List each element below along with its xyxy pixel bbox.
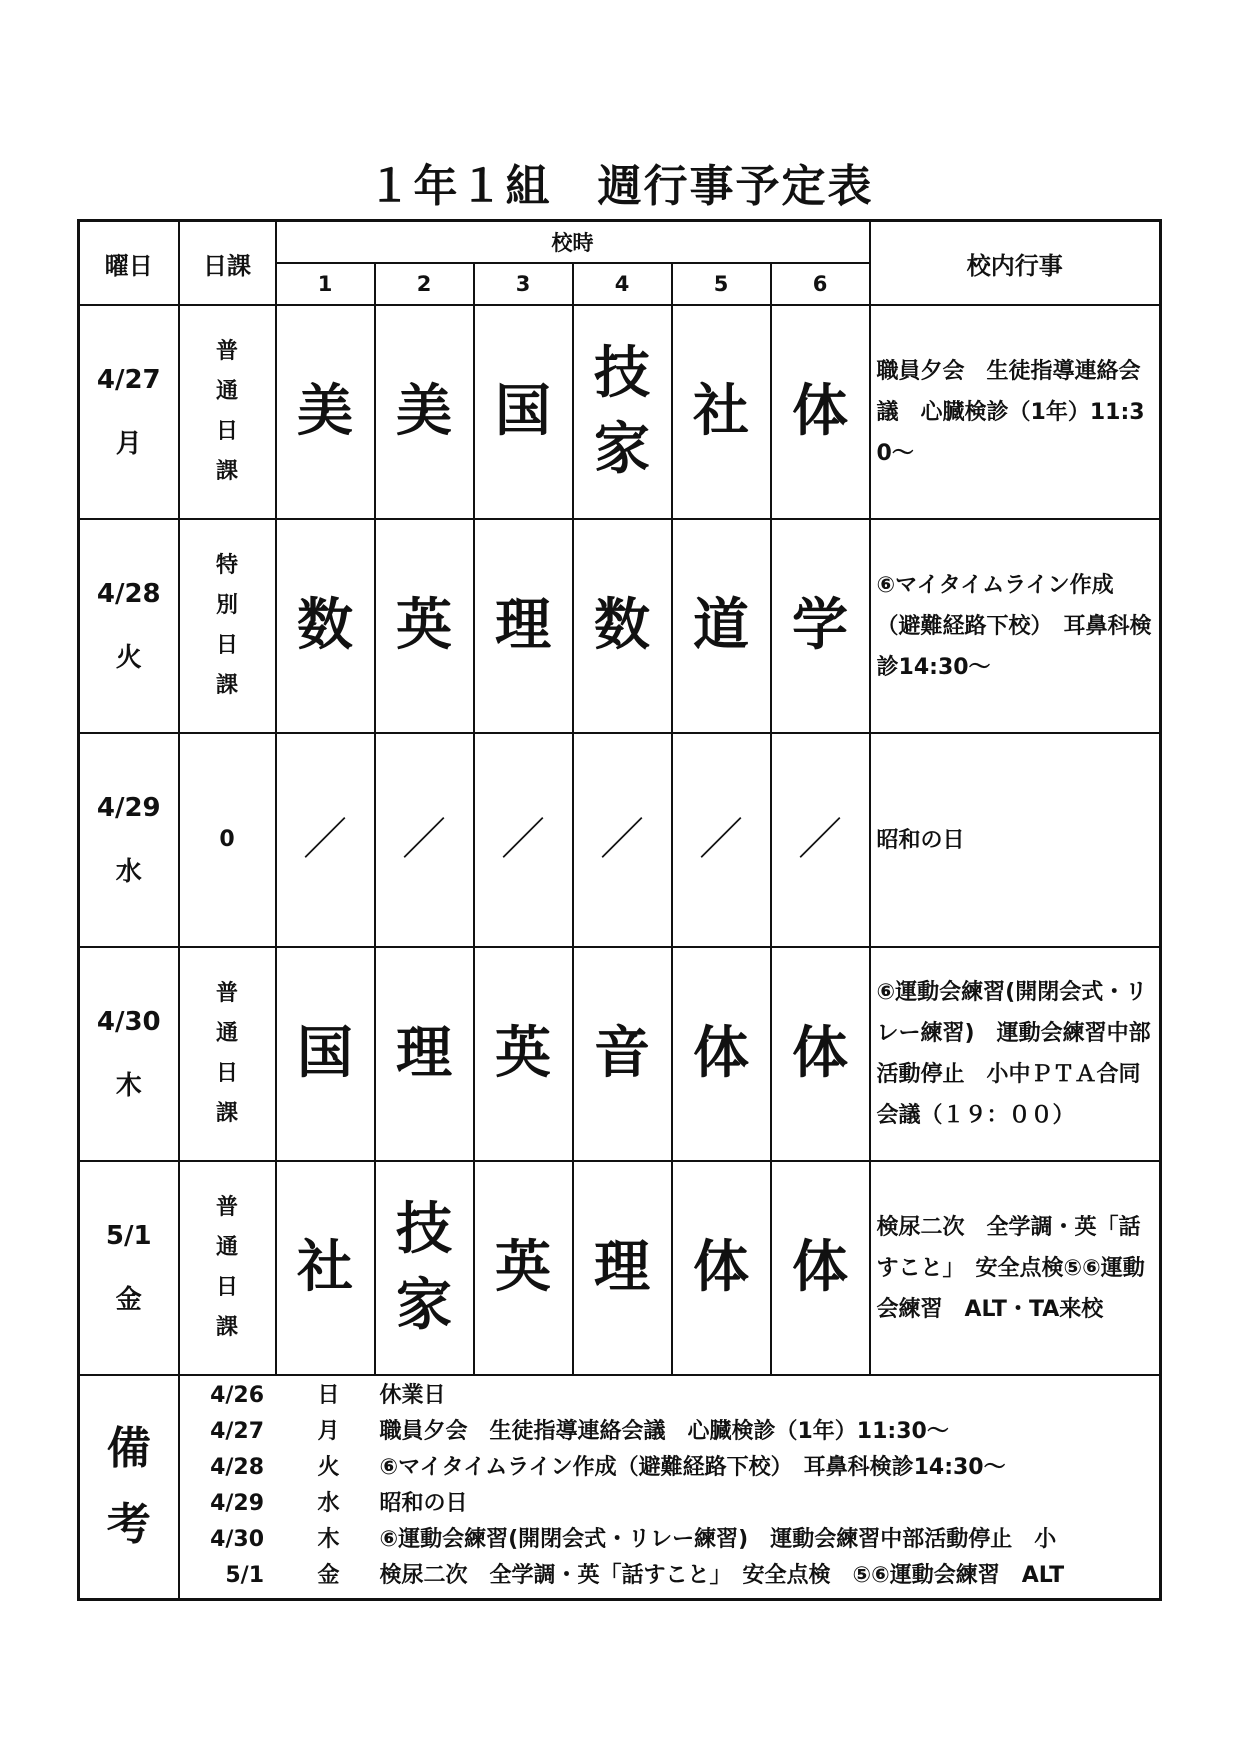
nikka-char: 0	[219, 827, 235, 852]
day-cell	[79, 519, 179, 733]
period-5-subject	[672, 733, 771, 947]
period-2-subject	[375, 1161, 474, 1375]
table-row	[79, 733, 1161, 947]
period-2-subject	[375, 733, 474, 947]
subject-char: 美	[396, 379, 452, 444]
subject-char: 体	[693, 1235, 749, 1300]
day-weekday: 金	[115, 1284, 142, 1315]
day-date: 4/27	[96, 364, 161, 395]
period-3-subject	[474, 1161, 573, 1375]
nikka-char: 課	[215, 673, 238, 698]
period-6-subject	[771, 519, 870, 733]
period-5-subject	[672, 305, 771, 519]
nikka-cell	[179, 305, 276, 519]
period-4-subject	[573, 519, 672, 733]
remarks-entry	[180, 1486, 1160, 1522]
subject-char: ／	[798, 814, 843, 865]
subject-char: 理	[396, 1021, 452, 1086]
nikka-char: 日	[215, 1275, 238, 1300]
remarks-entry	[180, 1414, 1160, 1450]
subject-char: 道	[693, 593, 749, 658]
school-events: 職員夕会 生徒指導連絡会議 心臓検診（1年）11:30～	[870, 305, 1161, 519]
remarks-text: ⑥マイタイムライン作成（避難経路下校） 耳鼻科検診14:30～	[379, 1455, 1006, 1480]
remarks-date: 4/26	[210, 1383, 265, 1408]
weekly-schedule-table	[77, 219, 1162, 1601]
school-events: ⑥運動会練習(開閉会式・リレー練習) 運動会練習中部活動停止 小中ＰＴＡ合同会議（１９：００）	[870, 947, 1161, 1161]
nikka-char: 日	[215, 419, 238, 444]
nikka-char: 課	[215, 1101, 238, 1126]
nikka-char: 課	[215, 1315, 238, 1340]
period-6-subject	[771, 733, 870, 947]
period-2-subject	[375, 519, 474, 733]
day-date: 4/28	[96, 578, 161, 609]
day-weekday: 月	[115, 428, 142, 459]
subject-char: ／	[600, 814, 644, 865]
subject-char: 理	[495, 593, 551, 658]
nikka-cell	[179, 1161, 276, 1375]
period-3-subject	[474, 305, 573, 519]
header-period-2: 2	[375, 263, 474, 305]
header-period-4: 4	[573, 263, 672, 305]
day-date: 4/30	[96, 1006, 161, 1037]
nikka-char: 特	[215, 553, 238, 578]
remarks-date: 4/27	[210, 1419, 265, 1444]
subject-char: 美	[297, 379, 353, 444]
remarks-label-char: 備	[106, 1423, 151, 1474]
header-period-5: 5	[672, 263, 771, 305]
subject-char: 家	[594, 417, 650, 482]
remarks-cell	[179, 1375, 1161, 1600]
remarks-date: 4/29	[210, 1491, 265, 1516]
subject-char: 数	[594, 593, 650, 658]
period-1-subject	[276, 305, 375, 519]
day-cell	[79, 305, 179, 519]
school-events: 検尿二次 全学調・英「話すこと」 安全点検⑤⑥運動会練習 ALT・TA来校	[870, 1161, 1161, 1375]
remarks-label-char: 考	[106, 1499, 151, 1550]
subject-char: 体	[792, 1021, 849, 1086]
period-5-subject	[672, 1161, 771, 1375]
nikka-cell	[179, 947, 276, 1161]
header-nikka: 日課	[179, 221, 276, 306]
subject-char: 体	[792, 379, 849, 444]
day-weekday: 木	[115, 1070, 142, 1101]
day-weekday: 水	[115, 856, 142, 887]
period-1-subject	[276, 947, 375, 1161]
period-4-subject	[573, 305, 672, 519]
subject-char: 社	[693, 379, 749, 444]
nikka-char: 別	[215, 593, 238, 618]
period-4-subject	[573, 947, 672, 1161]
nikka-char: 普	[215, 1195, 238, 1220]
day-cell	[79, 1161, 179, 1375]
subject-char: 英	[495, 1235, 551, 1300]
subject-char: 音	[594, 1021, 650, 1086]
remarks-weekday: 月	[317, 1419, 340, 1444]
subject-char: 数	[297, 593, 353, 658]
subject-char: ／	[699, 814, 743, 865]
table-row	[79, 1161, 1161, 1375]
remarks-date: 4/30	[210, 1527, 265, 1552]
remarks-entry	[180, 1450, 1160, 1486]
subject-char: 理	[594, 1235, 650, 1300]
remarks-date: 4/28	[210, 1455, 265, 1480]
nikka-char: 日	[215, 1061, 238, 1086]
remarks-weekday: 木	[317, 1527, 340, 1552]
day-weekday: 火	[115, 642, 142, 673]
subject-char: 技	[594, 341, 650, 406]
nikka-char: 普	[215, 339, 238, 364]
subject-char: 国	[297, 1021, 353, 1086]
remarks-weekday: 火	[317, 1455, 340, 1480]
period-3-subject	[474, 519, 573, 733]
subject-char: 学	[792, 593, 849, 658]
period-1-subject	[276, 1161, 375, 1375]
page-title: １年１組 週行事予定表	[367, 161, 874, 212]
period-5-subject	[672, 519, 771, 733]
subject-char: 体	[693, 1021, 749, 1086]
remarks-text: ⑥運動会練習(開閉会式・リレー練習) 運動会練習中部活動停止 小	[379, 1527, 1057, 1552]
period-3-subject	[474, 733, 573, 947]
school-events: 昭和の日	[870, 733, 1161, 947]
remarks-text: 休業日	[379, 1383, 446, 1408]
remarks-weekday: 金	[317, 1563, 340, 1588]
header-period-3: 3	[474, 263, 573, 305]
subject-char: ／	[501, 814, 545, 865]
header-events: 校内行事	[870, 221, 1161, 306]
header-period-1: 1	[276, 263, 375, 305]
remarks-text: 昭和の日	[379, 1491, 468, 1516]
period-4-subject	[573, 733, 672, 947]
remarks-label	[79, 1375, 179, 1600]
subject-char: 英	[396, 593, 452, 658]
header-periods: 校時	[276, 221, 870, 264]
subject-char: 家	[396, 1273, 452, 1338]
subject-char: ／	[402, 814, 446, 865]
table-row	[79, 947, 1161, 1161]
day-date: 4/29	[96, 792, 161, 823]
nikka-cell	[179, 519, 276, 733]
subject-char: 技	[396, 1197, 452, 1262]
nikka-char: 通	[215, 1235, 238, 1260]
remarks-entry	[180, 1378, 1160, 1414]
period-2-subject	[375, 305, 474, 519]
remarks-weekday: 日	[317, 1383, 340, 1408]
nikka-char: 通	[215, 379, 238, 404]
period-3-subject	[474, 947, 573, 1161]
header-day: 曜日	[79, 221, 179, 306]
period-4-subject	[573, 1161, 672, 1375]
subject-char: 国	[495, 379, 551, 444]
remarks-date: 5/1	[225, 1563, 265, 1588]
day-cell	[79, 733, 179, 947]
nikka-char: 日	[215, 633, 238, 658]
nikka-char: 普	[215, 981, 238, 1006]
period-1-subject	[276, 519, 375, 733]
subject-char: ／	[303, 814, 347, 865]
period-5-subject	[672, 947, 771, 1161]
period-6-subject	[771, 305, 870, 519]
remarks-text: 検尿二次 全学調・英「話すこと」 安全点検 ⑤⑥運動会練習 ALT	[379, 1563, 1065, 1588]
subject-char: 体	[792, 1235, 849, 1300]
remarks-text: 職員夕会 生徒指導連絡会議 心臓検診（1年）11:30～	[379, 1419, 949, 1444]
nikka-char: 通	[215, 1021, 238, 1046]
period-6-subject	[771, 947, 870, 1161]
period-1-subject	[276, 733, 375, 947]
header-period-6: 6	[771, 263, 870, 305]
day-cell	[79, 947, 179, 1161]
subject-char: 英	[495, 1021, 551, 1086]
nikka-cell	[179, 733, 276, 947]
table-row	[79, 305, 1161, 519]
subject-char: 社	[297, 1235, 353, 1300]
period-6-subject	[771, 1161, 870, 1375]
remarks-entry	[180, 1558, 1160, 1594]
remarks-weekday: 水	[317, 1491, 340, 1516]
nikka-char: 課	[215, 459, 238, 484]
table-row	[79, 519, 1161, 733]
remarks-entry	[180, 1522, 1160, 1558]
period-2-subject	[375, 947, 474, 1161]
school-events: ⑥マイタイムライン作成（避難経路下校） 耳鼻科検診14:30～	[870, 519, 1161, 733]
day-date: 5/1	[105, 1220, 152, 1251]
